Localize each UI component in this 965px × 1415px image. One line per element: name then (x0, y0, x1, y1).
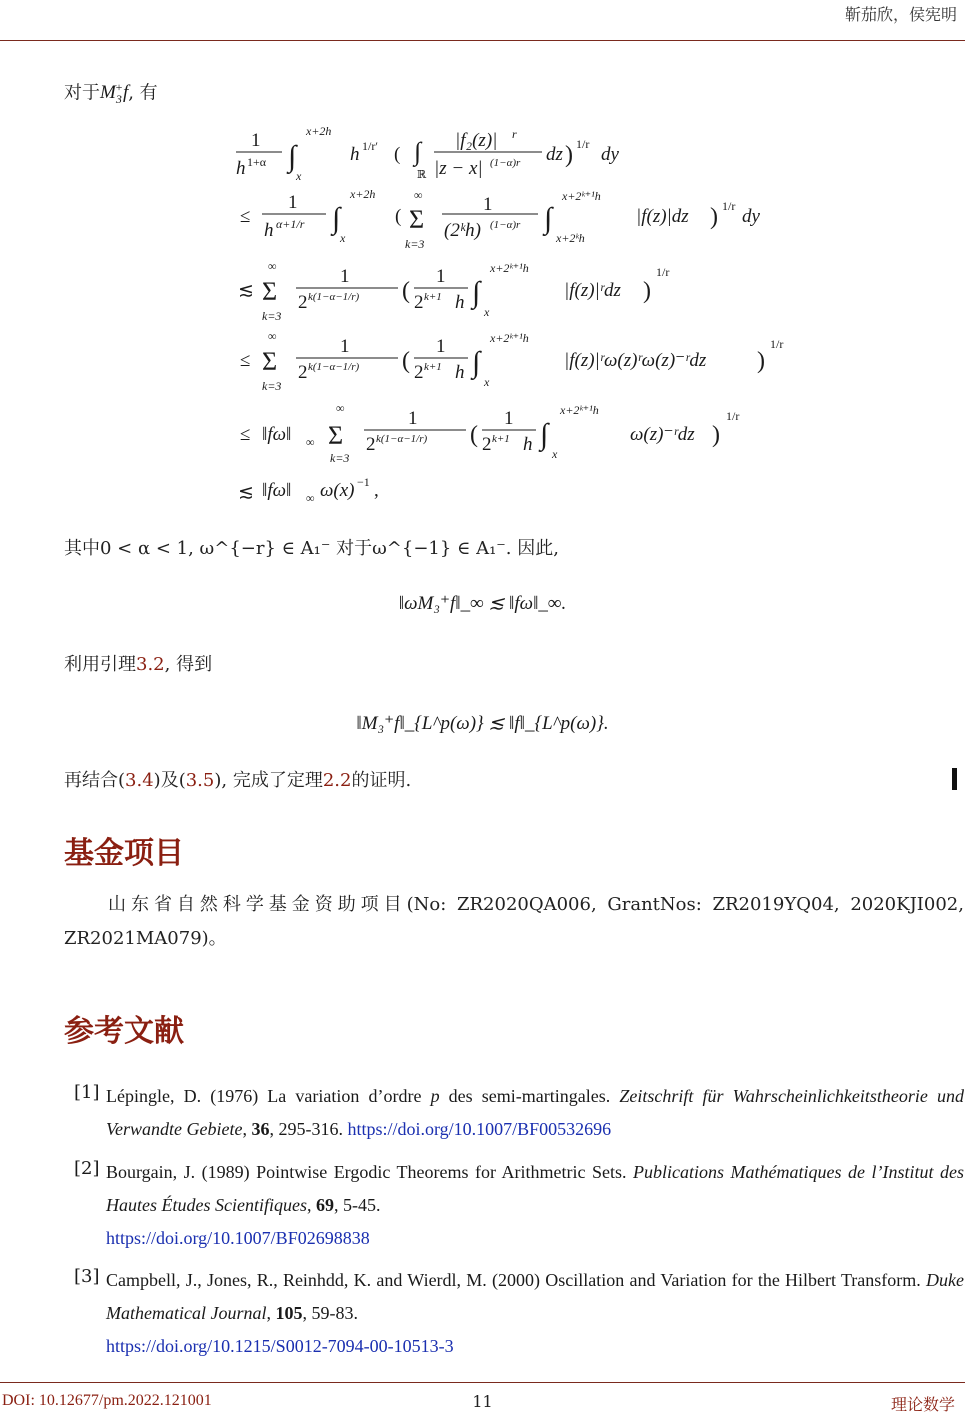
svg-text:1/r: 1/r (770, 337, 784, 351)
svg-text:α+1/r: α+1/r (276, 217, 305, 231)
ref-1-authors: Lépingle, D. (1976) La variation d’ordre (106, 1086, 431, 1106)
svg-text:Σ: Σ (328, 421, 344, 450)
combine-text-3: ), 完成了定理 (214, 770, 323, 791)
combine-text-2: )及( (153, 770, 186, 791)
svg-text:dz: dz (546, 144, 563, 165)
svg-text:1/r: 1/r (722, 199, 736, 213)
svg-text:∞: ∞ (336, 401, 345, 415)
svg-text:x: x (552, 447, 558, 461)
svg-text:): ) (712, 422, 720, 448)
svg-text:k+1: k+1 (492, 433, 510, 445)
reference-number: [1] (74, 1082, 100, 1103)
svg-text:Σ: Σ (262, 347, 278, 376)
svg-text:≤: ≤ (240, 206, 251, 227)
svg-text:∞: ∞ (414, 188, 423, 202)
svg-text:2: 2 (366, 434, 376, 455)
svg-text:|f(z)|dz: |f(z)|dz (636, 206, 689, 227)
footer-divider (0, 1382, 965, 1383)
svg-text:(2ᵏh): (2ᵏh) (444, 220, 481, 241)
svg-text:x+2ᵏ⁺¹h: x+2ᵏ⁺¹h (490, 261, 529, 275)
reference-number: [2] (74, 1158, 100, 1179)
ref-2-volume: 69 (315, 1195, 334, 1215)
ref-3-doi-link[interactable]: https://doi.org/10.1215/S0012-7094-00-10513-3 (106, 1336, 454, 1356)
svg-text:x+2ᵏh: x+2ᵏh (556, 231, 585, 245)
ref-1-volume: 36 (251, 1119, 270, 1139)
combine-text-1: 再结合( (64, 770, 126, 791)
svg-text:|f(z)|ʳω(z)ʳω(z)⁻ʳdz: |f(z)|ʳω(z)ʳω(z)⁻ʳdz (564, 350, 707, 371)
svg-text:h: h (264, 220, 274, 241)
svg-text:k(1−α−1/r): k(1−α−1/r) (308, 291, 360, 303)
svg-text:2: 2 (482, 434, 492, 455)
svg-text:(: ( (395, 206, 402, 227)
svg-text:∫: ∫ (332, 202, 341, 235)
reference-item-1: Lépingle, D. (1976) La variation d’ordre p des semi-martingales. Zeitschrift für Wahrscheinlichkeitstheorie und Verwandte Gebiete, 36, 295-316. https://doi.org/10.1007/BF00532696 (106, 1086, 964, 1139)
svg-text:1: 1 (436, 336, 446, 357)
svg-text:h: h (455, 292, 465, 313)
display-equation-1: ‖ωM₃⁺f‖_∞ ≲ ‖fω‖_∞. (398, 593, 567, 614)
lemma-ref-link[interactable]: 3.2 (136, 654, 165, 675)
svg-text:1: 1 (340, 266, 350, 287)
svg-text:∫: ∫ (288, 140, 297, 173)
references-heading: 参考文献 (64, 1014, 184, 1049)
svg-text:1: 1 (504, 408, 514, 429)
svg-text:2: 2 (414, 362, 424, 383)
svg-text:x: x (340, 231, 346, 245)
svg-text:≲: ≲ (238, 280, 254, 301)
page-number: 11 (472, 1392, 493, 1411)
ref-2-doi-link[interactable]: https://doi.org/10.1007/BF02698838 (106, 1228, 370, 1248)
svg-text:1/r: 1/r (726, 409, 740, 423)
svg-text:x+2ᵏ⁺¹h: x+2ᵏ⁺¹h (562, 189, 601, 203)
ref-3-authors: Campbell, J., Jones, R., Reinhdd, K. and Wierdl, M. (2000) Oscillation and Variation for the Hilbert Transform. (106, 1270, 927, 1290)
svg-text:|f(z)|ʳdz: |f(z)|ʳdz (564, 280, 621, 301)
svg-text:k=3: k=3 (262, 379, 282, 393)
svg-text:x: x (484, 375, 490, 389)
svg-text:1/r′: 1/r′ (362, 139, 378, 153)
ref-2-authors: Bourgain, J. (1989) Pointwise Ergodic Theorems for Arithmetric Sets. (106, 1162, 633, 1182)
svg-text:2: 2 (298, 292, 308, 313)
svg-text:Σ: Σ (409, 205, 425, 234)
running-header-authors: 靳茄欣，侯宪明 (844, 5, 957, 24)
eq-ref-3-4[interactable]: 3.4 (125, 770, 154, 791)
svg-text:∞: ∞ (306, 491, 315, 505)
svg-text:h: h (523, 434, 533, 455)
ref-1-p: p (430, 1086, 440, 1106)
svg-text:≤: ≤ (240, 350, 251, 371)
svg-text:dy: dy (601, 144, 619, 165)
svg-text:1+α: 1+α (247, 155, 267, 169)
svg-text:ω(z)⁻ʳdz: ω(z)⁻ʳdz (630, 424, 695, 445)
footer-journal-name: 理论数学 (890, 1395, 955, 1414)
lemma-suffix: , 得到 (164, 654, 213, 675)
svg-text:h: h (350, 144, 360, 165)
svg-text:): ) (710, 204, 718, 230)
svg-text:k(1−α−1/r): k(1−α−1/r) (308, 361, 360, 373)
svg-text:1/r: 1/r (576, 137, 590, 151)
svg-text:Σ: Σ (262, 277, 278, 306)
svg-text:2: 2 (298, 362, 308, 383)
lemma-line (64, 650, 212, 680)
svg-text:): ) (643, 278, 651, 304)
svg-text:‖fω‖: ‖fω‖ (262, 424, 292, 445)
svg-text:(: ( (394, 144, 401, 165)
funding-text: 山东省自然科学基金资助项目(No: ZR2020QA006, GrantNos: ZR2019YQ04, 2020KJI002, ZR2021MA079)。 (64, 894, 964, 949)
reference-number: [3] (74, 1266, 100, 1287)
reference-item-3: Campbell, J., Jones, R., Reinhdd, K. and Wierdl, M. (2000) Oscillation and Variation for the Hilbert Transform. Duke Mathematical Journal, 105, 59-83. https://doi.org/10.1215/S0012-7094-00-10513-3 (106, 1270, 964, 1356)
svg-text:1: 1 (408, 408, 418, 429)
where-text: 其中0 < α < 1, ω^{−r} ∈ A₁⁻ 对于ω^{−1} ∈ A₁⁻. 因此, (64, 538, 559, 559)
svg-text:1: 1 (251, 130, 261, 151)
reference-item-2: Bourgain, J. (1989) Pointwise Ergodic Theorems for Arithmetric Sets. Publications Mathématiques de l’Institut des Hautes Études Scientifiques, 69, 5-45. https://doi.org/10.1007/BF02698838 (106, 1162, 964, 1248)
eq-ref-3-5[interactable]: 3.5 (185, 770, 215, 791)
svg-text:|z − x|: |z − x| (434, 158, 483, 179)
svg-text:2: 2 (414, 292, 424, 313)
svg-text:∫: ∫ (472, 346, 481, 379)
svg-text:x+2ᵏ⁺¹h: x+2ᵏ⁺¹h (560, 403, 599, 417)
svg-text:h: h (455, 362, 465, 383)
theorem-ref-2-2[interactable]: 2.2 (322, 770, 352, 791)
eq-line-3 (238, 259, 669, 323)
ref-1-journal: Zeitschrift für Wahrscheinlichkeitstheorie und Verwandte Gebiete (106, 1086, 964, 1139)
ref-2-pages: , 5-45. (333, 1195, 381, 1215)
svg-text:∞: ∞ (268, 259, 277, 273)
svg-text:1: 1 (483, 194, 493, 215)
svg-text:x: x (296, 169, 302, 183)
intro-line: 对于$M_3^+f$, 有 (64, 80, 158, 107)
svg-text:): ) (757, 348, 765, 374)
eq-line-5 (240, 401, 739, 465)
ref-1-pages: , 295-316. (269, 1119, 348, 1139)
display-equation-2: ‖M₃⁺f‖_{L^p(ω)} ≲ ‖f‖_{L^p(ω)}. (356, 713, 609, 734)
svg-text:): ) (565, 142, 573, 168)
svg-text:k=3: k=3 (405, 237, 425, 251)
ref-3-volume: 105 (275, 1303, 303, 1323)
svg-text:(: ( (402, 278, 410, 304)
svg-text:∫: ∫ (472, 276, 481, 309)
svg-text:∞: ∞ (268, 329, 277, 343)
svg-text:≲: ≲ (238, 482, 254, 503)
eq-line-1 (236, 124, 620, 183)
funding-heading: 基金项目 (64, 836, 184, 871)
svg-text:≤: ≤ (240, 424, 251, 445)
svg-text:k=3: k=3 (330, 451, 350, 465)
svg-text:1: 1 (436, 266, 446, 287)
svg-text:k=3: k=3 (262, 309, 282, 323)
combine-line (64, 766, 411, 796)
svg-text:ℝ: ℝ (417, 169, 427, 181)
eq-line-6 (238, 475, 379, 505)
svg-text:dy: dy (742, 206, 760, 227)
svg-text:r: r (512, 127, 517, 141)
svg-text:∫: ∫ (544, 202, 553, 235)
svg-text:k(1−α−1/r): k(1−α−1/r) (376, 433, 428, 445)
svg-text:,: , (374, 480, 379, 501)
svg-text:(: ( (402, 348, 410, 374)
lemma-prefix: 利用引理 (64, 654, 136, 675)
eq-line-2 (240, 187, 761, 251)
svg-text:1: 1 (288, 192, 298, 213)
svg-text:(: ( (470, 422, 478, 448)
svg-text:ω(x): ω(x) (320, 480, 355, 501)
qed-marker (952, 768, 957, 790)
svg-text:‖fω‖: ‖fω‖ (262, 480, 292, 501)
svg-text:(1−α)r: (1−α)r (490, 219, 521, 231)
svg-text:k+1: k+1 (424, 291, 442, 303)
svg-text:1/r: 1/r (656, 265, 670, 279)
svg-text:∞: ∞ (306, 435, 315, 449)
ref-1-title: des semi-martingales. (439, 1086, 620, 1106)
ref-3-pages: , 59-83. (302, 1303, 358, 1323)
svg-text:k+1: k+1 (424, 361, 442, 373)
svg-text:|f₂(z)|: |f₂(z)| (455, 130, 498, 151)
svg-text:∫: ∫ (414, 137, 422, 166)
svg-text:x+2h: x+2h (350, 187, 376, 201)
footer-doi-link[interactable]: DOI: 10.12677/pm.2022.121001 (2, 1392, 212, 1409)
svg-text:x+2h: x+2h (306, 124, 332, 138)
svg-text:(1−α)r: (1−α)r (490, 157, 521, 169)
combine-text-4: 的证明. (351, 770, 412, 791)
ref-2-journal: Publications Mathématiques de l’Institut des Hautes Études Scientifiques (106, 1162, 964, 1215)
svg-text:x: x (484, 305, 490, 319)
eq-line-4 (240, 329, 783, 393)
ref-1-doi-link[interactable]: https://doi.org/10.1007/BF00532696 (347, 1119, 612, 1139)
ref-3-journal: Duke Mathematical Journal (106, 1270, 964, 1323)
where-line (64, 534, 559, 564)
svg-text:x+2ᵏ⁺¹h: x+2ᵏ⁺¹h (490, 331, 529, 345)
svg-text:h: h (236, 158, 246, 179)
equation-svg (0, 0, 965, 520)
svg-text:1: 1 (340, 336, 350, 357)
svg-text:−1: −1 (357, 475, 370, 489)
svg-text:∫: ∫ (540, 418, 549, 451)
